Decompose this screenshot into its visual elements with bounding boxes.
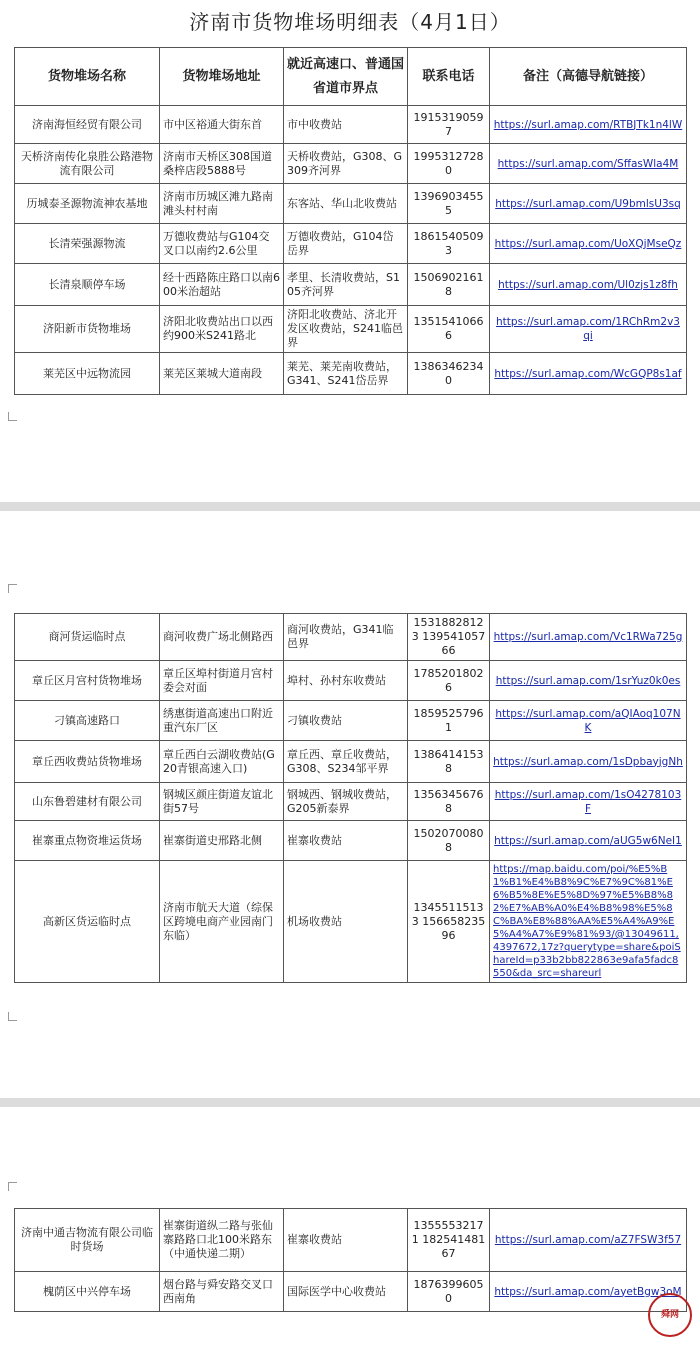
yard-address-cell: 章丘西白云湖收费站(G20青银高速入口)	[160, 741, 284, 783]
yard-nav-link[interactable]: https://surl.amap.com/Vc1RWa725g	[490, 614, 687, 661]
yard-exit-cell: 孝里、长清收费站，S105齐河界	[284, 264, 408, 306]
yard-phone-cell: 13563456768	[408, 783, 490, 821]
yard-address-cell: 济南市历城区滩九路南滩头村村南	[160, 184, 284, 224]
yard-address-cell: 万德收费站与G104交叉口以南约2.6公里	[160, 224, 284, 264]
header-exit: 就近高速口、普通国省道市界点	[284, 48, 408, 106]
table-row	[15, 1272, 687, 1312]
yard-exit-cell: 商河收费站，G341临邑界	[284, 614, 408, 661]
yard-nav-link[interactable]: https://surl.amap.com/RTBJTk1n4lW	[490, 106, 687, 144]
yard-address-cell: 崔寨街道纵二路与张仙寨路路口北100米路东（中通快递二期）	[160, 1209, 284, 1272]
yard-address-cell: 崔寨街道史邢路北侧	[160, 821, 284, 861]
table-row	[15, 701, 687, 741]
yard-name-cell: 莱芜区中远物流园	[15, 353, 160, 395]
table-row	[15, 821, 687, 861]
table-row	[15, 1209, 687, 1272]
yard-phone-cell: 15318828123 13954105766	[408, 614, 490, 661]
page-corner-mark	[8, 1182, 17, 1191]
yard-address-cell: 济南市航天大道（综保区跨境电商产业园南门东临）	[160, 861, 284, 983]
yard-table-page-3	[14, 1208, 687, 1312]
yard-address-cell: 济南市天桥区308国道桑梓店段5888号	[160, 144, 284, 184]
yard-nav-link[interactable]: https://surl.amap.com/aQIAoq107NK	[490, 701, 687, 741]
yard-name-cell: 山东鲁碧建材有限公司	[15, 783, 160, 821]
table-row	[15, 306, 687, 353]
page-corner-mark	[8, 1012, 17, 1021]
yard-address-cell: 经十西路陈庄路口以南600米治超站	[160, 264, 284, 306]
yard-address-cell: 烟台路与舜安路交叉口西南角	[160, 1272, 284, 1312]
yard-name-cell: 历城泰圣源物流神农基地	[15, 184, 160, 224]
yard-nav-link[interactable]: https://surl.amap.com/1sDpbayjgNh	[490, 741, 687, 783]
page-break	[0, 502, 700, 511]
table-row	[15, 353, 687, 395]
yard-nav-link[interactable]: https://surl.amap.com/UoXQjMseQz	[490, 224, 687, 264]
yard-exit-cell: 国际医学中心收费站	[284, 1272, 408, 1312]
yard-name-cell: 长清荣强源物流	[15, 224, 160, 264]
yard-phone-cell: 13455115133 15665823596	[408, 861, 490, 983]
yard-nav-link[interactable]: https://surl.amap.com/1RChRm2v3qi	[490, 306, 687, 353]
table-row	[15, 614, 687, 661]
yard-exit-cell: 钢城西、钢城收费站，G205新泰界	[284, 783, 408, 821]
yard-phone-cell: 15020700808	[408, 821, 490, 861]
yard-name-cell: 槐荫区中兴停车场	[15, 1272, 160, 1312]
yard-name-cell: 天桥济南传化泉胜公路港物流有限公司	[15, 144, 160, 184]
yard-nav-link[interactable]: https://map.baidu.com/poi/%E5%B1%B1%E4%B8%9C%E7%9C%81%E6%B5%8E%E5%8D%97%E5%B8%82%E7%AB%A0%E4%B8%98%E5%8C%BA%E8%88%AA%E5%A4%A9%E5%A4%A7%E9%81%93/@13049611,4397672,17z?querytype=share&poiShareId=p33b2bb822863e9afa5fadc8550&da_src=shareurl	[490, 861, 687, 983]
yard-address-cell: 济阳北收费站出口以西约900米S241路北	[160, 306, 284, 353]
table-row	[15, 741, 687, 783]
yard-nav-link[interactable]: https://surl.amap.com/aUG5w6NeI1	[490, 821, 687, 861]
yard-phone-cell: 13969034555	[408, 184, 490, 224]
yard-name-cell: 济南海恒经贸有限公司	[15, 106, 160, 144]
yard-exit-cell: 崔寨收费站	[284, 821, 408, 861]
yard-address-cell: 商河收费广场北侧路西	[160, 614, 284, 661]
yard-exit-cell: 莱芜、莱芜南收费站，G341、S241岱岳界	[284, 353, 408, 395]
table-row	[15, 264, 687, 306]
yard-phone-cell: 13515410666	[408, 306, 490, 353]
yard-phone-cell: 13864141538	[408, 741, 490, 783]
header-address: 货物堆场地址	[160, 48, 284, 106]
page-break	[0, 1098, 700, 1107]
table-row	[15, 144, 687, 184]
yard-nav-link[interactable]: https://surl.amap.com/Ul0zjs1z8fh	[490, 264, 687, 306]
table-row	[15, 184, 687, 224]
yard-phone-cell: 13863462340	[408, 353, 490, 395]
yard-nav-link[interactable]: https://surl.amap.com/ayetBgw3oM	[490, 1272, 687, 1312]
yard-nav-link[interactable]: https://surl.amap.com/U9bmlsU3sq	[490, 184, 687, 224]
yard-name-cell: 济阳新市货物堆场	[15, 306, 160, 353]
page-title: 济南市货物堆场明细表（4月1日）	[189, 10, 511, 34]
yard-address-cell: 章丘区埠村街道月宫村委会对面	[160, 661, 284, 701]
yard-name-cell: 济南中通吉物流有限公司临时货场	[15, 1209, 160, 1272]
yard-name-cell: 商河货运临时点	[15, 614, 160, 661]
watermark-logo: 舜网	[648, 1293, 692, 1337]
yard-name-cell: 崔寨重点物资堆运货场	[15, 821, 160, 861]
yard-phone-cell: 18615405093	[408, 224, 490, 264]
yard-exit-cell: 章丘西、章丘收费站，G308、S234邹平界	[284, 741, 408, 783]
yard-exit-cell: 机场收费站	[284, 861, 408, 983]
yard-phone-cell: 13555532171 18254148167	[408, 1209, 490, 1272]
yard-name-cell: 高新区货运临时点	[15, 861, 160, 983]
table-row	[15, 861, 687, 983]
yard-name-cell: 长清泉顺停车场	[15, 264, 160, 306]
yard-phone-cell: 19153190597	[408, 106, 490, 144]
yard-address-cell: 钢城区颜庄街道友谊北街57号	[160, 783, 284, 821]
yard-table-page-2	[14, 613, 687, 983]
page-corner-mark	[8, 584, 17, 593]
yard-phone-cell: 18595257961	[408, 701, 490, 741]
header-link: 备注（高德导航链接）	[490, 48, 687, 106]
page-corner-mark	[8, 412, 17, 421]
yard-phone-cell: 19953127280	[408, 144, 490, 184]
yard-nav-link[interactable]: https://surl.amap.com/WcGQP8s1af	[490, 353, 687, 395]
yard-nav-link[interactable]: https://surl.amap.com/1srYuz0k0es	[490, 661, 687, 701]
table-row	[15, 661, 687, 701]
yard-nav-link[interactable]: https://surl.amap.com/1sO4278103F	[490, 783, 687, 821]
yard-nav-link[interactable]: https://surl.amap.com/aZ7FSW3f57	[490, 1209, 687, 1272]
yard-exit-cell: 万德收费站，G104岱岳界	[284, 224, 408, 264]
yard-name-cell: 章丘区月宫村货物堆场	[15, 661, 160, 701]
table-row	[15, 783, 687, 821]
yard-address-cell: 绣惠街道高速出口附近重汽东厂区	[160, 701, 284, 741]
yard-nav-link[interactable]: https://surl.amap.com/SffasWla4M	[490, 144, 687, 184]
yard-exit-cell: 济阳北收费站、济北开发区收费站，S241临邑界	[284, 306, 408, 353]
yard-exit-cell: 天桥收费站，G308、G309齐河界	[284, 144, 408, 184]
yard-exit-cell: 刁镇收费站	[284, 701, 408, 741]
yard-address-cell: 莱芜区莱城大道南段	[160, 353, 284, 395]
yard-table-page-1	[14, 47, 687, 395]
yard-address-cell: 市中区裕通大街东首	[160, 106, 284, 144]
header-name: 货物堆场名称	[15, 48, 160, 106]
yard-exit-cell: 市中收费站	[284, 106, 408, 144]
table-row	[15, 106, 687, 144]
yard-exit-cell: 埠村、孙村东收费站	[284, 661, 408, 701]
yard-exit-cell: 崔寨收费站	[284, 1209, 408, 1272]
yard-phone-cell: 18763996050	[408, 1272, 490, 1312]
yard-exit-cell: 东客站、华山北收费站	[284, 184, 408, 224]
yard-phone-cell: 15069021618	[408, 264, 490, 306]
header-phone: 联系电话	[408, 48, 490, 106]
table-row	[15, 224, 687, 264]
yard-name-cell: 章丘西收费站货物堆场	[15, 741, 160, 783]
yard-phone-cell: 17852018026	[408, 661, 490, 701]
yard-name-cell: 刁镇高速路口	[15, 701, 160, 741]
